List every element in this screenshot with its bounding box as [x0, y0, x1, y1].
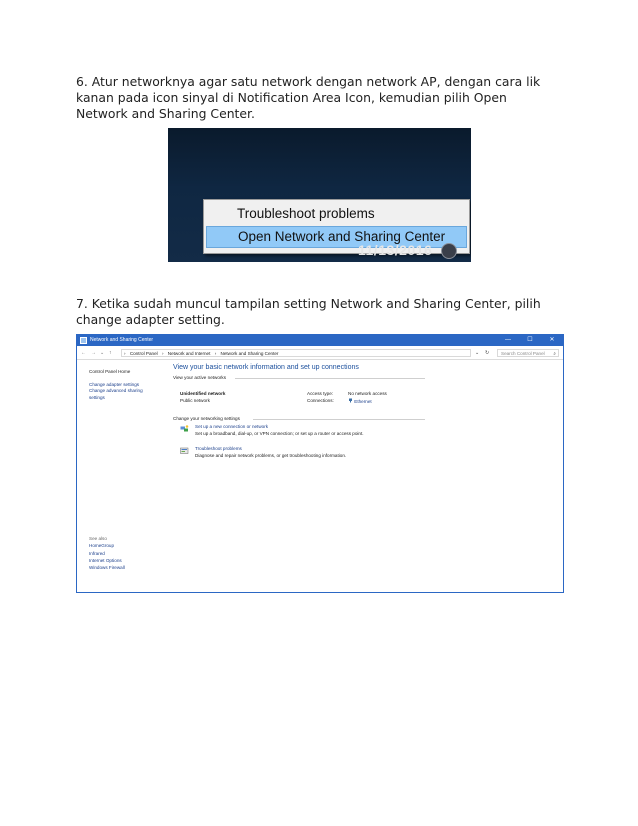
section-divider [235, 378, 425, 379]
menu-item-open-network-sharing-center[interactable]: Open Network and Sharing Center [206, 226, 467, 248]
maximize-button[interactable]: ☐ [527, 337, 533, 343]
network-sharing-center-window [76, 334, 564, 593]
task-setup-connection [173, 423, 533, 445]
search-icon[interactable]: ⌕ [553, 351, 556, 356]
minimize-button[interactable]: — [505, 337, 511, 343]
breadcrumb-network-sharing-center[interactable]: Network and Sharing Center [220, 351, 279, 356]
taskbar-clock-date: 11/13/2016 [358, 242, 433, 258]
notification-icon[interactable] [441, 243, 457, 259]
step-6-paragraph: 6. Atur networknya agar satu network dengan network AP, dengan cara lik kanan pada icon sinyal di Notification Area Icon, kemudian pilih Open Network and Sharing Center. [76, 74, 541, 121]
main-content [173, 359, 533, 467]
forward-arrow-icon[interactable]: → [91, 350, 96, 356]
setup-connection-link[interactable]: Set up a new connection or network [195, 424, 269, 429]
ethernet-link[interactable] [348, 398, 372, 404]
search-input[interactable] [497, 349, 559, 357]
connections-label: Connections: [307, 398, 334, 403]
section-divider [253, 419, 425, 420]
breadcrumb-separator: › [214, 351, 217, 356]
section-title-change: Change your networking settings [173, 416, 240, 421]
active-networks-section [173, 375, 533, 382]
see-also-section [89, 535, 169, 571]
title-bar [77, 335, 563, 346]
search-placeholder: Search Control Panel [501, 351, 545, 356]
breadcrumb[interactable] [121, 349, 471, 357]
context-menu-screenshot [168, 128, 471, 262]
troubleshoot-desc: Diagnose and repair network problems, or get troubleshooting information. [195, 453, 347, 458]
access-type-label: Access type: [307, 391, 334, 396]
sidebar-control-panel-home[interactable]: Control Panel Home [89, 369, 131, 374]
network-name: Unidentified network [180, 391, 226, 396]
ethernet-icon [348, 398, 353, 403]
network-setup-icon [180, 425, 189, 433]
link-internet-options[interactable]: Internet Options [89, 557, 122, 563]
step-7-paragraph: 7. Ketika sudah muncul tampilan setting Network and Sharing Center, pilih change adapter setting. [76, 296, 541, 327]
link-windows-firewall[interactable]: Windows Firewall [89, 565, 125, 571]
see-also-header: See also [89, 536, 107, 541]
task-troubleshoot [173, 445, 533, 467]
control-panel-icon [80, 337, 87, 344]
breadcrumb-separator: › [124, 351, 126, 356]
close-button[interactable]: ✕ [549, 337, 555, 343]
sidebar-change-advanced-sharing[interactable]: Change advanced sharing settings [89, 388, 143, 400]
access-type-value: No network access [348, 391, 387, 396]
ethernet-label: Ethernet [354, 399, 372, 404]
change-settings-section [173, 416, 533, 423]
troubleshoot-icon [180, 447, 189, 455]
active-network-entry [173, 382, 533, 412]
breadcrumb-separator: › [161, 351, 164, 356]
back-arrow-icon[interactable]: ← [81, 350, 86, 356]
network-category: Public network [180, 398, 210, 403]
address-dropdown-icon[interactable]: ⌄ [475, 350, 480, 356]
setup-connection-desc: Set up a broadband, dial-up, or VPN connection; or set up a router or access point. [195, 431, 364, 436]
refresh-icon[interactable]: ↻ [485, 350, 490, 356]
link-infrared[interactable]: Infrared [89, 550, 105, 556]
window-title: Network and Sharing Center [90, 337, 154, 343]
page-heading: View your basic network information and set up connections [173, 364, 359, 371]
section-title-active: View your active networks [173, 375, 227, 380]
breadcrumb-network-internet[interactable]: Network and Internet [167, 351, 211, 356]
sidebar-change-adapter-settings[interactable]: Change adapter settings [89, 382, 140, 388]
sidebar [89, 369, 169, 401]
troubleshoot-link[interactable]: Troubleshoot problems [195, 446, 242, 451]
recent-locations-icon[interactable]: ⌄ [100, 350, 105, 356]
breadcrumb-control-panel[interactable]: Control Panel [129, 351, 158, 356]
up-arrow-icon[interactable]: ↑ [109, 350, 112, 356]
menu-item-troubleshoot[interactable]: Troubleshoot problems [237, 206, 375, 221]
link-homegroup[interactable]: HomeGroup [89, 543, 115, 549]
